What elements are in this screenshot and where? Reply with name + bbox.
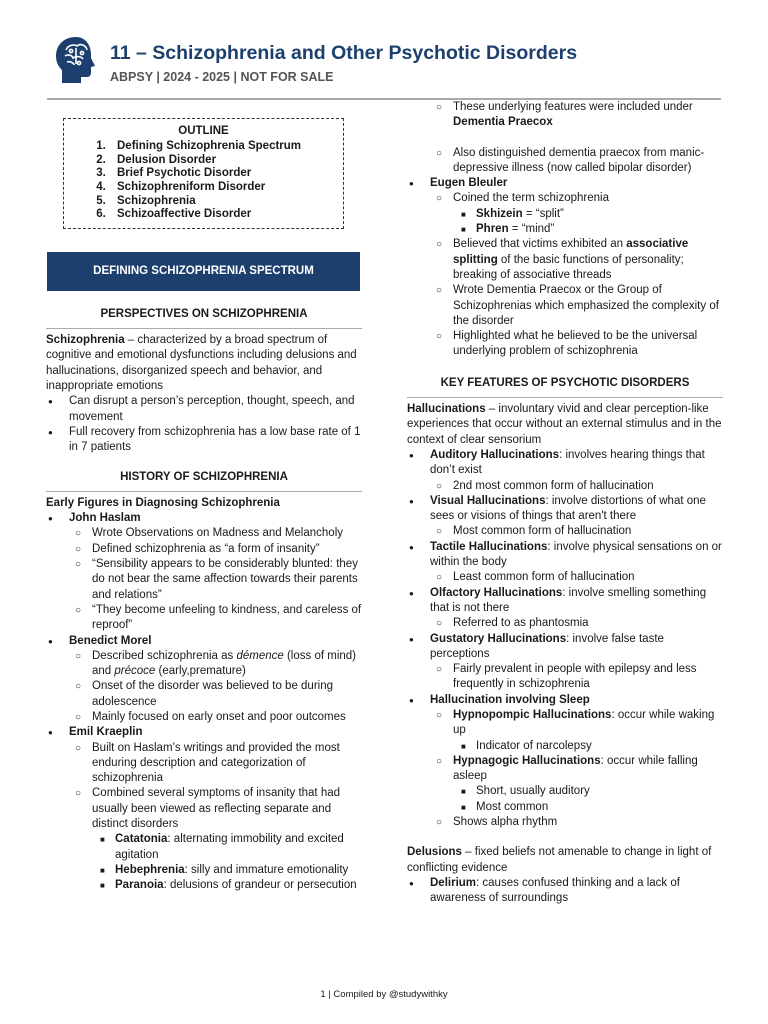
outline-list (64, 140, 343, 222)
bullet-list (46, 394, 362, 455)
definition-delusions: Delusions – fixed beliefs not amenable to change in light of conflicting evidence (407, 846, 712, 874)
subheading-perspectives: PERSPECTIVES ON SCHIZOPHRENIA (100, 307, 308, 320)
list-item: ● Tactile Hallucinations: involve physical sensations on or within the body (407, 540, 723, 571)
head-brain-icon (52, 34, 100, 86)
list-item: ■ Most common (407, 800, 723, 815)
list-item: ○ Coined the term schizophrenia (407, 191, 723, 206)
list-item: ○ Wrote Observations on Madness and Melancholy (46, 526, 362, 541)
list-item: ○ Described schizophrenia as démence (loss of mind) and précoce (early,premature) (46, 649, 362, 680)
delusions-list (407, 876, 723, 907)
figures-list (46, 511, 362, 893)
list-item: ○ Believed that victims exhibited an associative splitting of the basic functions of personality; breaking of associative threads (407, 237, 723, 283)
subheading-key-features: KEY FEATURES OF PSYCHOTIC DISORDERS (440, 376, 690, 389)
outline-box (63, 118, 344, 229)
page-subtitle: ABPSY | 2024 - 2025 | NOT FOR SALE (110, 70, 334, 84)
list-item: ○ Least common form of hallucination (407, 570, 723, 585)
subheading-rule (46, 491, 362, 492)
list-item: ● Full recovery from schizophrenia has a low base rate of 1 in 7 patients (46, 425, 362, 456)
list-item: ● Can disrupt a person’s perception, thought, speech, and movement (46, 394, 362, 425)
page-header (50, 32, 730, 92)
early-figures-heading: Early Figures in Diagnosing Schizophrenia (46, 496, 280, 509)
page-footer: 1 | Compiled by @studywithky (320, 989, 448, 1000)
list-item: ■ Indicator of narcolepsy (407, 739, 723, 754)
list-item: ○ Combined several symptoms of insanity that had usually been viewed as reflecting separate and distinct disorders (46, 786, 362, 832)
list-item: ○ Onset of the disorder was believed to be during adolescence (46, 679, 362, 710)
outline-item: 5. Schizophrenia (109, 195, 343, 209)
list-item: ○ These underlying features were included under Dementia Praecox (407, 100, 723, 131)
list-item: ● Hallucination involving Sleep (407, 693, 723, 708)
outline-item: 4. Schizophreniform Disorder (109, 181, 343, 195)
list-item: ○ Highlighted what he believed to be the universal underlying problem of schizophrenia (407, 329, 723, 360)
list-item: ○ Wrote Dementia Praecox or the Group of Schizophrenias which emphasized the complexity of the disorder (407, 283, 723, 329)
list-item: ○ Referred to as phantosmia (407, 616, 723, 631)
left-column (46, 118, 362, 894)
spacer (407, 131, 723, 146)
section-banner: DEFINING SCHIZOPHRENIA SPECTRUM (47, 252, 360, 291)
outline-item: 2. Delusion Disorder (109, 154, 343, 168)
list-item: ● Benedict Morel (46, 634, 362, 649)
hallucinations-list (407, 448, 723, 830)
list-item: ● Eugen Bleuler (407, 176, 723, 191)
list-item: ● Gustatory Hallucinations: involve false taste perceptions (407, 632, 723, 663)
list-item: ● Emil Kraeplin (46, 725, 362, 740)
list-item: ■ Paranoia: delusions of grandeur or persecution (46, 878, 362, 893)
page-title: 11 – Schizophrenia and Other Psychotic Disorders (110, 42, 578, 64)
list-item: ● John Haslam (46, 511, 362, 526)
spacer (407, 830, 723, 845)
list-item: ● Auditory Hallucinations: involves hearing things that don’t exist (407, 448, 723, 479)
list-item: ○ Shows alpha rhythm (407, 815, 723, 830)
outline-item: 1. Defining Schizophrenia Spectrum (109, 140, 343, 154)
list-item: ○ Mainly focused on early onset and poor outcomes (46, 710, 362, 725)
subheading-rule (46, 328, 362, 329)
list-item: ○ Hypnagogic Hallucinations: occur while falling asleep (407, 754, 723, 785)
kraeplin-continued-list (407, 100, 723, 360)
list-item: ● Visual Hallucinations: involve distortions of what one sees or visions of things that aren't there (407, 494, 723, 525)
list-item: ○ Built on Haslam’s writings and provided the most enduring description and categorization of schizophrenia (46, 741, 362, 787)
outline-item: 6. Schizoaffective Disorder (109, 208, 343, 222)
list-item: ○ Also distinguished dementia praecox from manic-depressive illness (now called bipolar disorder) (407, 146, 723, 177)
list-item: ■ Skhizein = “split” (407, 207, 723, 222)
list-item: ■ Phren = “mind” (407, 222, 723, 237)
definition-hallucinations: Hallucinations – involuntary vivid and clear perception-like experiences that occur without an external stimulus and in the context of clear sensorium (407, 403, 722, 446)
list-item: ■ Hebephrenia: silly and immature emotionality (46, 863, 362, 878)
list-item: ■ Catatonia: alternating immobility and excited agitation (46, 832, 362, 863)
list-item: ○ 2nd most common form of hallucination (407, 479, 723, 494)
list-item: ○ Hypnopompic Hallucinations: occur while waking up (407, 708, 723, 739)
list-item: ○ Most common form of hallucination (407, 524, 723, 539)
list-item: ■ Short, usually auditory (407, 784, 723, 799)
list-item: ● Delirium: causes confused thinking and a lack of awareness of surroundings (407, 876, 723, 907)
subheading-rule (407, 397, 723, 398)
list-item: ○ Fairly prevalent in people with epilepsy and less frequently in schizophrenia (407, 662, 723, 693)
list-item: ○ “Sensibility appears to be considerably blunted: they do not bear the same affection towards their parents and relations” (46, 557, 362, 603)
subheading-history: HISTORY OF SCHIZOPHRENIA (120, 470, 288, 483)
right-column (407, 100, 723, 907)
list-item: ○ “They become unfeeling to kindness, and careless of reproof” (46, 603, 362, 634)
list-item: ○ Defined schizophrenia as “a form of insanity” (46, 542, 362, 557)
list-item: ● Olfactory Hallucinations: involve smelling something that is not there (407, 586, 723, 617)
outline-title: OUTLINE (178, 125, 229, 137)
outline-item: 3. Brief Psychotic Disorder (109, 167, 343, 181)
definition-schizophrenia: Schizophrenia – characterized by a broad spectrum of cognitive and emotional dysfunctions including delusions and hallucinations, disorganized speech and behavior, and inappropriate emotions (46, 334, 357, 393)
